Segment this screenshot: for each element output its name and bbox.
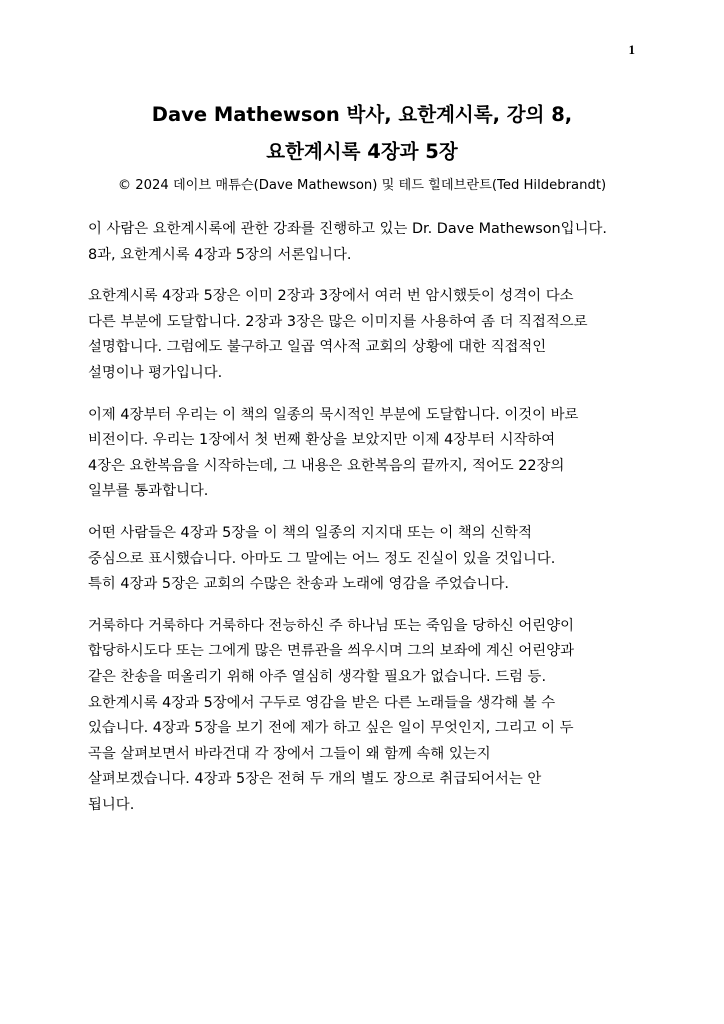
text-line: 설명합니다. 그럼에도 불구하고 일곱 역사적 교회의 상황에 대한 직접적인: [88, 339, 547, 356]
text-line: 설명이나 평가입니다.: [88, 364, 223, 381]
text-line: 8과, 요한계시록 4장과 5장의 서론입니다.: [88, 246, 352, 263]
document-body: [88, 217, 648, 834]
paragraph-3: [88, 403, 648, 505]
text-line: 특히 4장과 5장은 교회의 수많은 찬송과 노래에 영감을 주었습니다.: [88, 576, 509, 593]
paragraph-1: [88, 217, 648, 268]
text-line: 합당하시도다 또는 그에게 많은 면류관을 씌우시며 그의 보좌에 계신 어린양과: [88, 643, 575, 660]
text-line: 중심으로 표시했습니다. 아마도 그 말에는 어느 정도 진실이 있을 것입니다.: [88, 550, 556, 567]
text-line: 이제 4장부터 우리는 이 책의 일종의 묵시적인 부분에 도달합니다. 이것이 바로: [88, 406, 579, 423]
text-line: 같은 찬송을 떠올리기 위해 아주 열심히 생각할 필요가 없습니다. 드럼 등.: [88, 668, 547, 685]
page-number: 1: [628, 42, 635, 57]
text-line: 됩니다.: [88, 796, 135, 813]
paragraph-5: [88, 614, 648, 819]
text-line: 어떤 사람들은 4장과 5장을 이 책의 일종의 지지대 또는 이 책의 신학적: [88, 524, 532, 541]
text-line: 살펴보겠습니다. 4장과 5장은 전혀 두 개의 별도 장으로 취급되어서는 안: [88, 771, 542, 788]
text-line: 비전이다. 우리는 1장에서 첫 번째 환상을 보았지만 이제 4장부터 시작하여: [88, 432, 556, 449]
text-line: 4장은 요한복음을 시작하는데, 그 내용은 요한복음의 끝까지, 적어도 22장의: [88, 457, 565, 474]
text-line: 있습니다. 4장과 5장을 보기 전에 제가 하고 싶은 일이 무엇인지, 그리고 이 두: [88, 720, 574, 737]
text-line: 요한계시록 4장과 5장에서 구두로 영감을 받은 다른 노래들을 생각해 볼 수: [88, 694, 556, 711]
text-line: 다른 부분에 도달합니다. 2장과 3장은 많은 이미지를 사용하여 좀 더 직접적으로: [88, 313, 588, 330]
copyright-notice: © 2024 데이브 매튜슨(Dave Mathewson) 및 테드 힐데브란트(Ted Hildebrandt): [117, 178, 607, 193]
text-line: 이 사람은 요한계시록에 관한 강좌를 진행하고 있는 Dr. Dave Mathewson입니다.: [88, 221, 607, 237]
paragraph-4: [88, 521, 648, 598]
text-line: 일부를 통과합니다.: [88, 483, 209, 500]
document-title-line-1: Dave Mathewson 박사, 요한계시록, 강의 8,: [151, 103, 573, 126]
document-title-line-2: 요한계시록 4장과 5장: [266, 140, 458, 163]
paragraph-2: [88, 284, 648, 386]
text-line: 거룩하다 거룩하다 거룩하다 전능하신 주 하나님 또는 죽임을 당하신 어린양이: [88, 617, 575, 634]
text-line: 곡을 살펴보면서 바라건대 각 장에서 그들이 왜 함께 속해 있는지: [88, 745, 491, 762]
document-header: [60, 96, 664, 196]
text-line: 요한계시록 4장과 5장은 이미 2장과 3장에서 여러 번 암시했듯이 성격이 다소: [88, 288, 574, 305]
